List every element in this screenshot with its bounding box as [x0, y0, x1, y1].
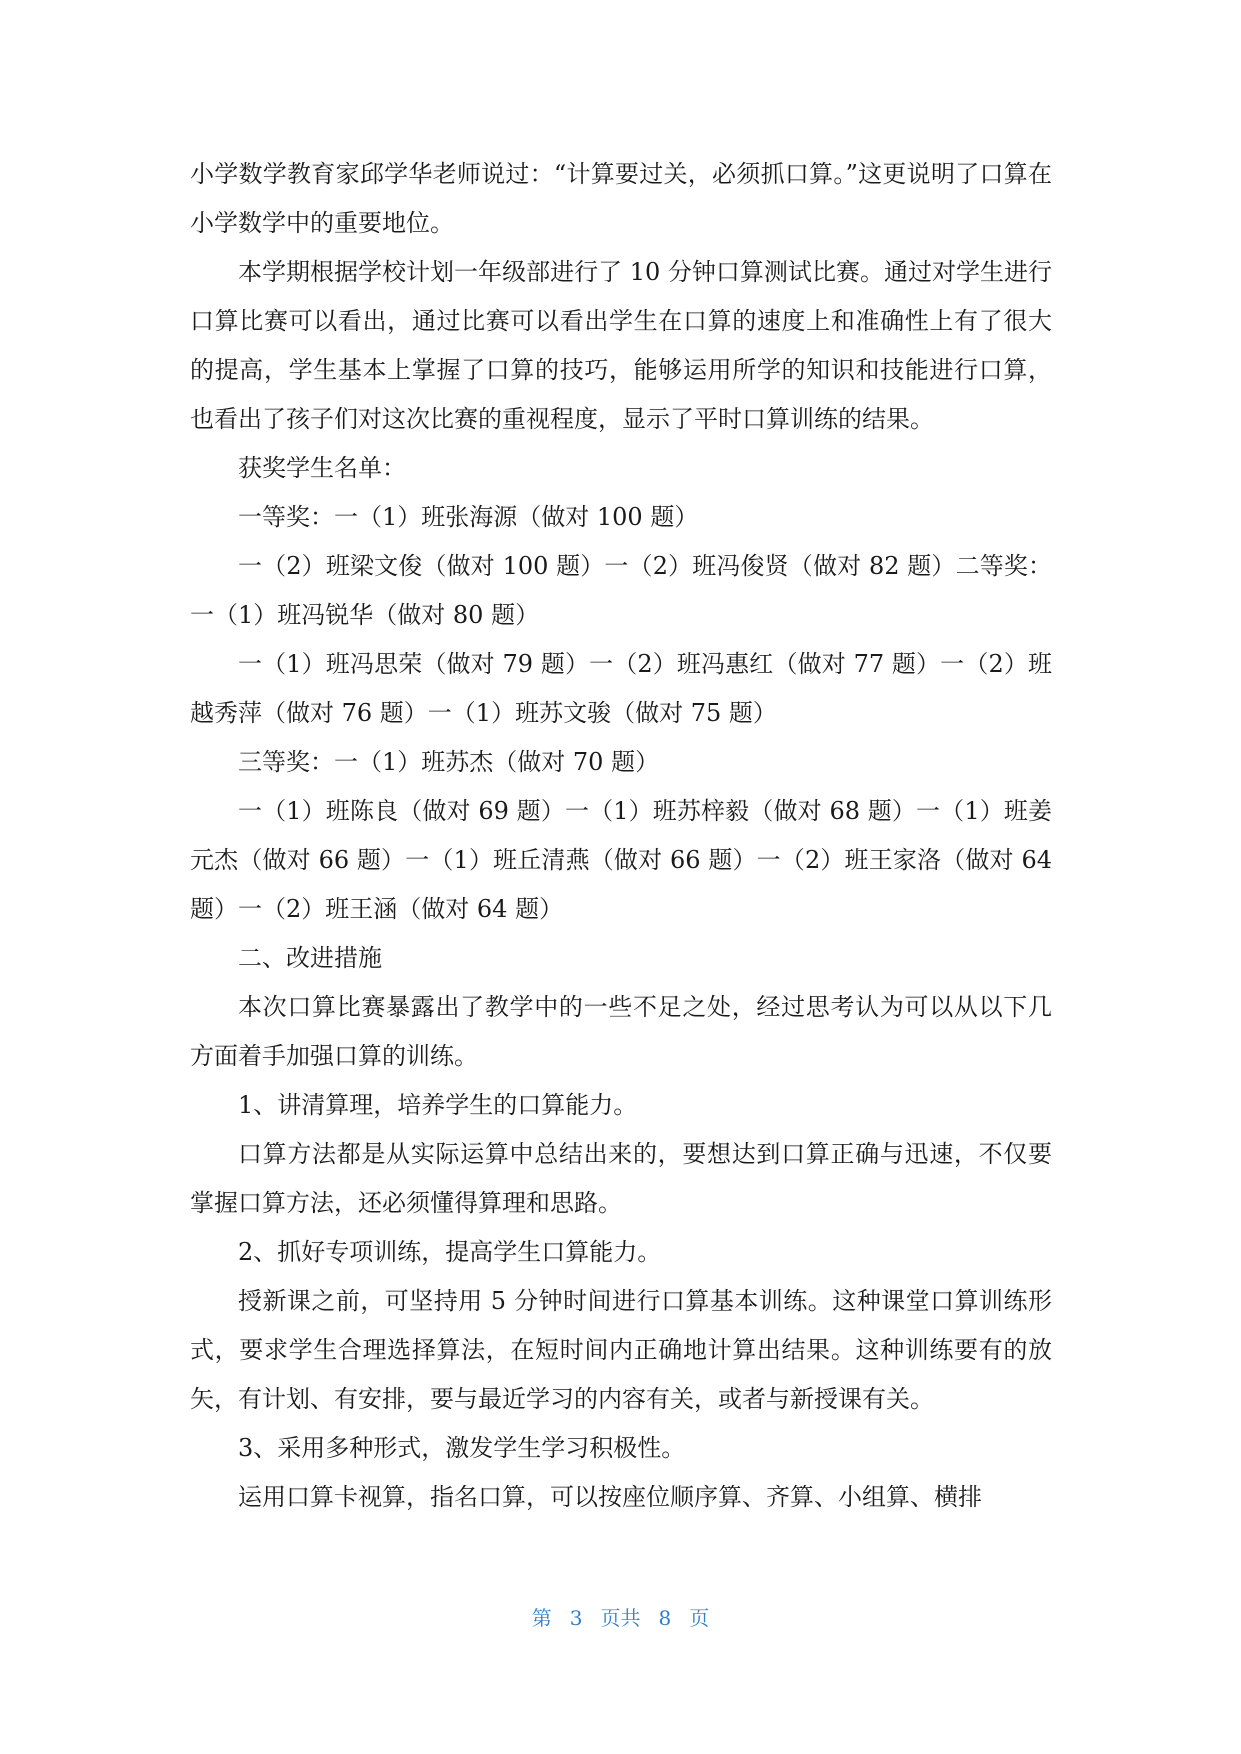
page-body	[190, 150, 1052, 1522]
paragraph-11: 1、讲清算理，培养学生的口算能力。	[238, 1091, 638, 1119]
paragraph-7: 三等奖：一（1）班苏杰（做对 70 题）	[238, 748, 660, 776]
paragraph-1: 小学数学教育家邱学华老师说过：“计算要过关，必须抓口算。”这更说明了口算在小学数学中的重要地位。	[190, 160, 1052, 237]
paragraph-3: 获奖学生名单：	[238, 454, 406, 482]
paragraph-16: 运用口算卡视算，指名口算，可以按座位顺序算、齐算、小组算、横排	[238, 1483, 982, 1511]
paragraph-6: 一（1）班冯思荣（做对 79 题）一（2）班冯惠红（做对 77 题）一（2）班越秀萍（做对 76 题）一（1）班苏文骏（做对 75 题）	[190, 650, 1052, 727]
paragraph-13: 2、抓好专项训练，提高学生口算能力。	[238, 1238, 662, 1266]
footer-total-pages: 8	[658, 1606, 672, 1630]
paragraph-9: 二、改进措施	[238, 944, 382, 972]
footer-current-page: 3	[569, 1606, 583, 1630]
page-footer	[0, 1602, 1241, 1631]
paragraph-14: 授新课之前，可坚持用 5 分钟时间进行口算基本训练。这种课堂口算训练形式，要求学生合理选择算法，在短时间内正确地计算出结果。这种训练要有的放矢，有计划、有安排，要与最近学习的内容有关，或者与新授课有关。	[190, 1287, 1052, 1413]
paragraph-4: 一等奖：一（1）班张海源（做对 100 题）	[238, 503, 699, 531]
footer-label-of: 页共	[600, 1606, 641, 1630]
footer-label-page: 第	[531, 1606, 552, 1630]
paragraph-10: 本次口算比赛暴露出了教学中的一些不足之处，经过思考认为可以从以下几方面着手加强口算的训练。	[190, 993, 1052, 1070]
paragraph-12: 口算方法都是从实际运算中总结出来的，要想达到口算正确与迅速，不仅要掌握口算方法，还必须懂得算理和思路。	[190, 1140, 1052, 1217]
paragraph-2: 本学期根据学校计划一年级部进行了 10 分钟口算测试比赛。通过对学生进行口算比赛可以看出，通过比赛可以看出学生在口算的速度上和准确性上有了很大的提高，学生基本上掌握了口算的技巧，能够运用所学的知识和技能进行口算，也看出了孩子们对这次比赛的重视程度，显示了平时口算训练的结果。	[190, 258, 1052, 433]
paragraph-5: 一（2）班梁文俊（做对 100 题）一（2）班冯俊贤（做对 82 题）二等奖：一（1）班冯锐华（做对 80 题）	[190, 552, 1052, 629]
paragraph-15: 3、采用多种形式，激发学生学习积极性。	[238, 1434, 686, 1462]
footer-label-end: 页	[689, 1606, 710, 1630]
paragraph-8: 一（1）班陈良（做对 69 题）一（1）班苏梓毅（做对 68 题）一（1）班姜元杰（做对 66 题）一（1）班丘清燕（做对 66 题）一（2）班王家洛（做对 64 题）一（2）班王涵（做对 64 题）	[190, 797, 1052, 923]
